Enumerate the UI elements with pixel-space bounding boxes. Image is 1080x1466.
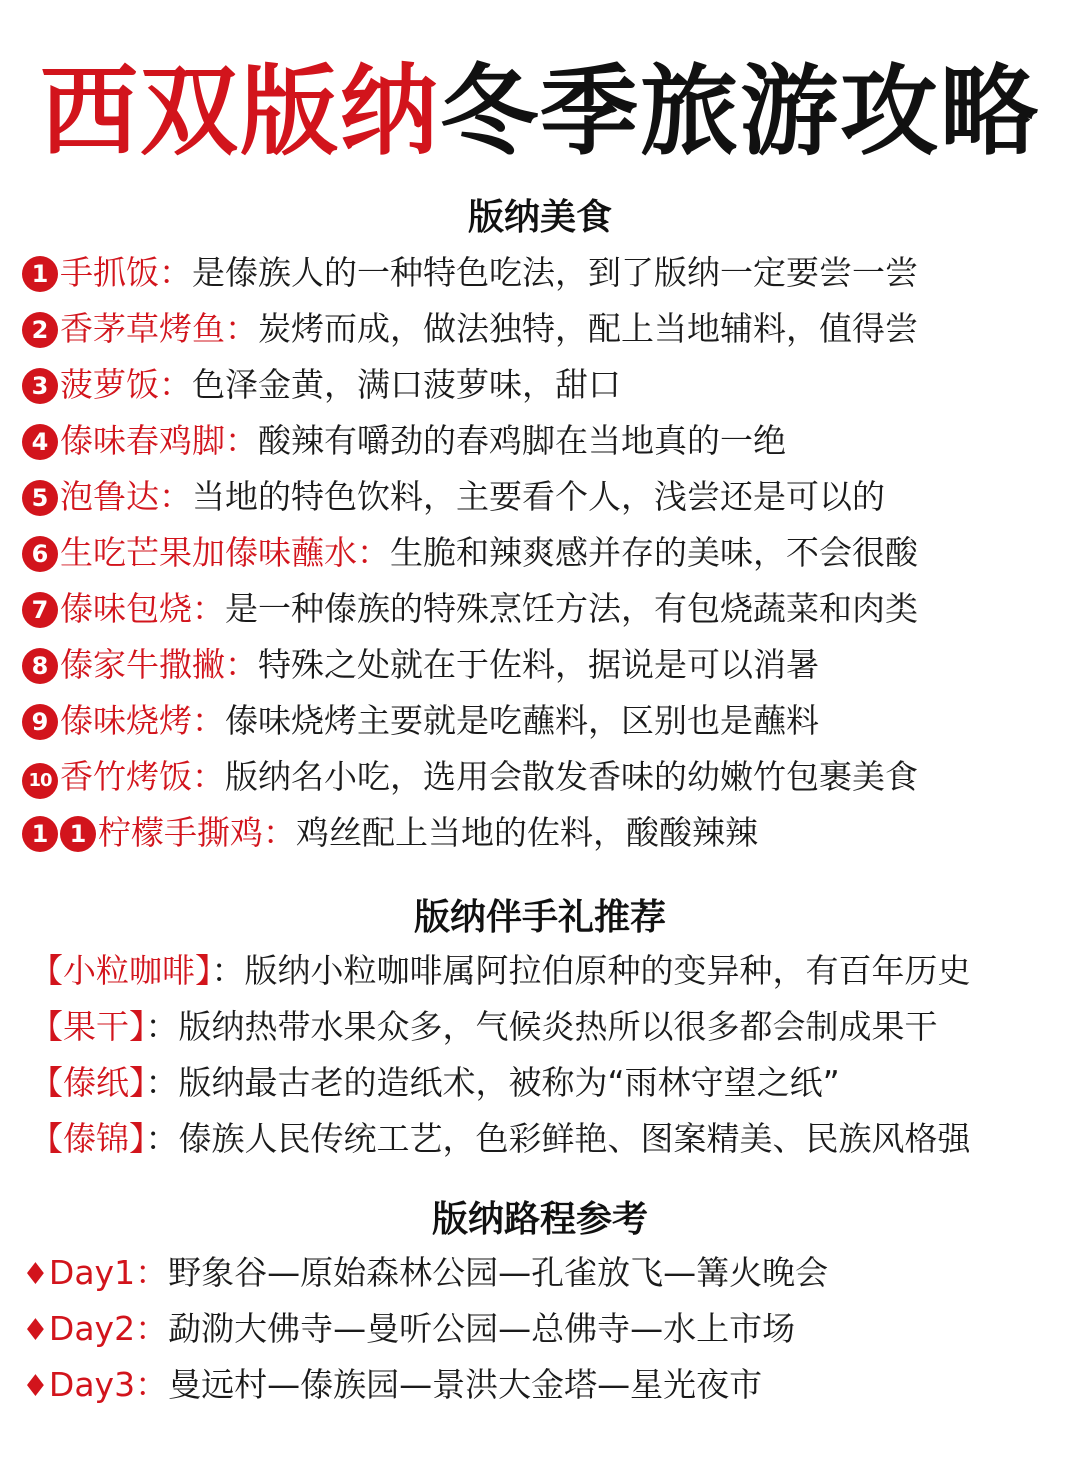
food-item-desc: 版纳名小吃，选用会散发香味的幼嫩竹包裹美食 (225, 757, 918, 796)
food-item-name: 傣味烧烤： (60, 701, 225, 740)
number-badge: 2 (22, 312, 58, 348)
food-item-desc: 炭烤而成，做法独特，配上当地辅料，值得尝 (258, 309, 918, 348)
food-item (22, 250, 1072, 296)
food-item-desc: 生脆和辣爽感并存的美味，不会很酸 (390, 533, 918, 572)
food-item-name: 香竹烤饭： (60, 757, 225, 796)
gift-item-name: 【傣锦】 (30, 1119, 146, 1158)
gift-item-desc: ：版纳小粒咖啡属阿拉伯原种的变异种，有百年历史 (211, 951, 971, 990)
food-item-name: 手抓饭： (60, 253, 192, 292)
route-item (22, 1362, 1072, 1410)
food-item-desc: 是一种傣族的特殊烹饪方法，有包烧蔬菜和肉类 (225, 589, 918, 628)
route-item (22, 1250, 1072, 1298)
food-item-desc: 色泽金黄，满口菠萝味，甜口 (192, 365, 621, 404)
food-item (22, 418, 1072, 464)
food-item-name: 泡鲁达： (60, 477, 192, 516)
number-badge: 1 (22, 256, 58, 292)
food-item (22, 362, 1072, 408)
food-item-name: 香茅草烤鱼： (60, 309, 258, 348)
food-section-heading: 版纳美食 (467, 197, 612, 238)
gift-item-name: 【小粒咖啡】 (30, 951, 212, 990)
number-badge: 1 (22, 816, 58, 852)
number-badge: 6 (22, 536, 58, 572)
number-badge: 9 (22, 704, 58, 740)
route-day-desc: 曼远村—傣族园—景洪大金塔—星光夜市 (168, 1365, 763, 1404)
route-day-desc: 野象谷—原始森林公园—孔雀放飞—篝火晚会 (168, 1253, 829, 1292)
number-badge: 5 (22, 480, 58, 516)
food-item-desc: 鸡丝配上当地的佐料，酸酸辣辣 (296, 813, 758, 852)
food-item (22, 810, 1072, 856)
gift-item-name: 【傣纸】 (30, 1063, 146, 1102)
food-item (22, 306, 1072, 352)
gift-item-desc: ：傣族人民传统工艺，色彩鲜艳、图案精美、民族风格强 (145, 1119, 971, 1158)
number-badge: 10 (22, 763, 58, 799)
food-item (22, 642, 1072, 688)
food-item (22, 474, 1072, 520)
diamond-icon: ♦ (22, 1313, 49, 1348)
food-item-name: 菠萝饭： (60, 365, 192, 404)
number-badge: 7 (22, 592, 58, 628)
food-item-desc: 是傣族人的一种特色吃法，到了版纳一定要尝一尝 (192, 253, 918, 292)
food-item (22, 530, 1072, 576)
route-day-label: Day2： (48, 1309, 169, 1348)
title-black-part: 冬季旅游攻略 (440, 55, 1041, 169)
food-item (22, 754, 1072, 800)
gift-item (30, 948, 1080, 994)
food-item-name: 生吃芒果加傣味蘸水： (60, 533, 390, 572)
diamond-icon: ♦ (22, 1369, 49, 1404)
gift-item-desc: ：版纳最古老的造纸术，被称为“雨林守望之纸” (145, 1063, 840, 1102)
number-badge: 1 (60, 816, 96, 852)
route-item (22, 1306, 1072, 1354)
food-item-name: 傣味春鸡脚： (60, 421, 258, 460)
route-section-heading: 版纳路程参考 (431, 1199, 648, 1240)
food-item-desc: 特殊之处就在于佐料，据说是可以消暑 (258, 645, 819, 684)
gift-item (30, 1116, 1080, 1162)
food-item-name: 柠檬手撕鸡： (98, 813, 296, 852)
food-item-desc: 酸辣有嚼劲的春鸡脚在当地真的一绝 (258, 421, 786, 460)
gift-item (30, 1004, 1080, 1050)
diamond-icon: ♦ (22, 1257, 49, 1292)
food-item (22, 586, 1072, 632)
page-title (0, 52, 1080, 172)
number-badge: 8 (22, 648, 58, 684)
food-item-desc: 当地的特色饮料，主要看个人，浅尝还是可以的 (192, 477, 885, 516)
food-item-name: 傣味包烧： (60, 589, 225, 628)
gift-item (30, 1060, 1080, 1106)
route-day-label: Day3： (48, 1365, 169, 1404)
route-day-desc: 勐泐大佛寺—曼听公园—总佛寺—水上市场 (168, 1309, 796, 1348)
food-item-desc: 傣味烧烤主要就是吃蘸料，区别也是蘸料 (225, 701, 819, 740)
gift-item-desc: ：版纳热带水果众多，气候炎热所以很多都会制成果干 (145, 1007, 938, 1046)
number-badge: 4 (22, 424, 58, 460)
title-red-part: 西双版纳 (39, 55, 440, 169)
food-item-name: 傣家牛撒撇： (60, 645, 258, 684)
gifts-section-heading: 版纳伴手礼推荐 (413, 897, 666, 938)
gift-item-name: 【果干】 (30, 1007, 146, 1046)
number-badge: 3 (22, 368, 58, 404)
food-item (22, 698, 1072, 744)
route-day-label: Day1： (48, 1253, 169, 1292)
